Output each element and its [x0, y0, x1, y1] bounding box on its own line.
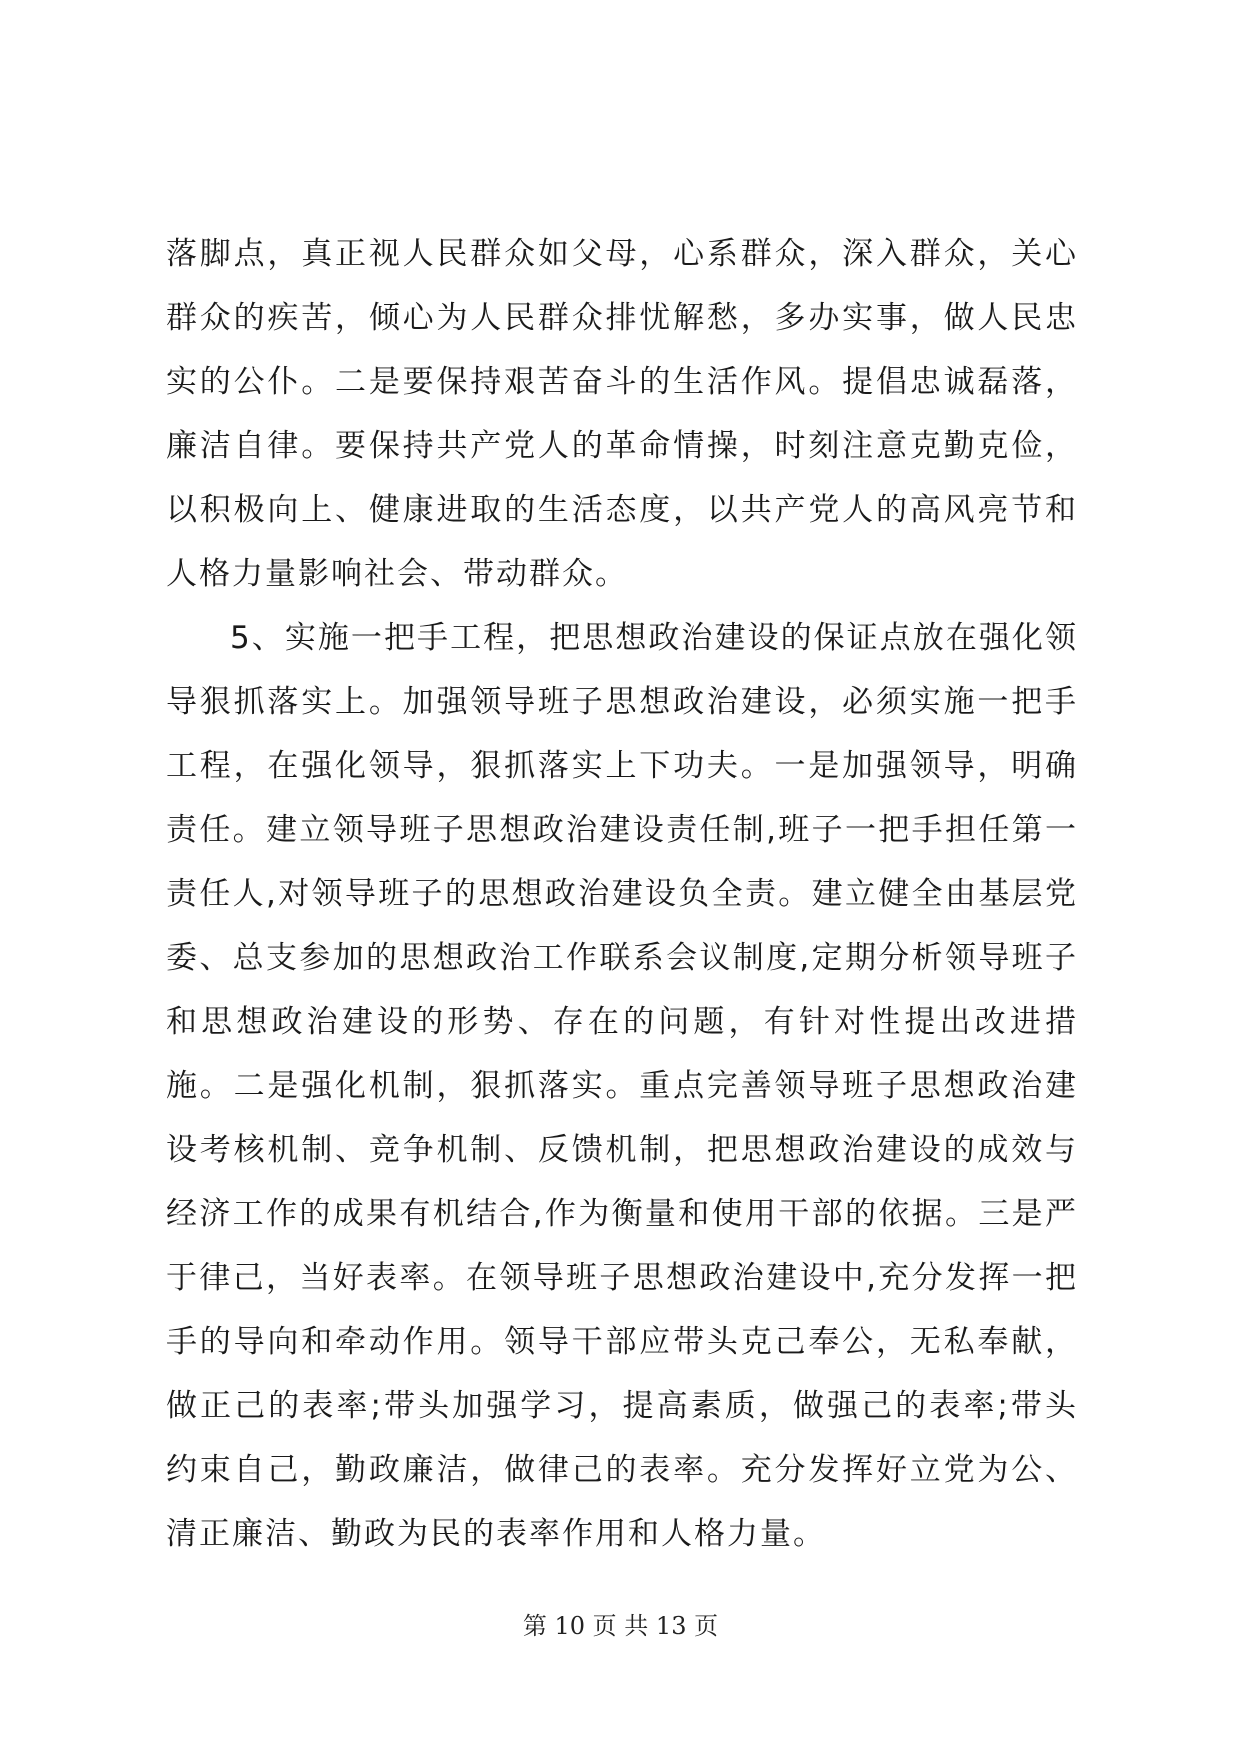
paragraph-section-5: 5、实施一把手工程，把思想政治建设的保证点放在强化领导狠抓落实上。加强领导班子思想政治建设，必须实施一把手工程，在强化领导，狠抓落实上下功夫。一是加强领导，明确责任。建立领导班子思想政治建设责任制,班子一把手担任第一责任人,对领导班子的思想政治建设负全责。建立健全由基层党委、总支参加的思想政治工作联系会议制度,定期分析领导班子和思想政治建设的形势、存在的问题，有针对性提出改进措施。二是强化机制，狠抓落实。重点完善领导班子思想政治建设考核机制、竞争机制、反馈机制，把思想政治建设的成效与经济工作的成果有机结合,作为衡量和使用干部的依据。三是严于律己，当好表率。在领导班子思想政治建设中,充分发挥一把手的导向和牵动作用。领导干部应带头克己奉公，无私奉献，做正己的表率;带头加强学习，提高素质，做强己的表率;带头约束自己，勤政廉洁，做律己的表率。充分发挥好立党为公、清正廉洁、勤政为民的表率作用和人格力量。: [166, 620, 1078, 1552]
paragraph-continuation: 落脚点，真正视人民群众如父母，心系群众，深入群众，关心群众的疾苦，倾心为人民群众排忧解愁，多办实事，做人民忠实的公仆。二是要保持艰苦奋斗的生活作风。提倡忠诚磊落，廉洁自律。要保持共产党人的革命情操，时刻注意克勤克俭，以积极向上、健康进取的生活态度，以共产党人的高风亮节和人格力量影响社会、带动群众。: [166, 236, 1078, 592]
page-footer: 第 10 页 共 13 页: [522, 1612, 719, 1640]
document-body: [166, 222, 1078, 1566]
